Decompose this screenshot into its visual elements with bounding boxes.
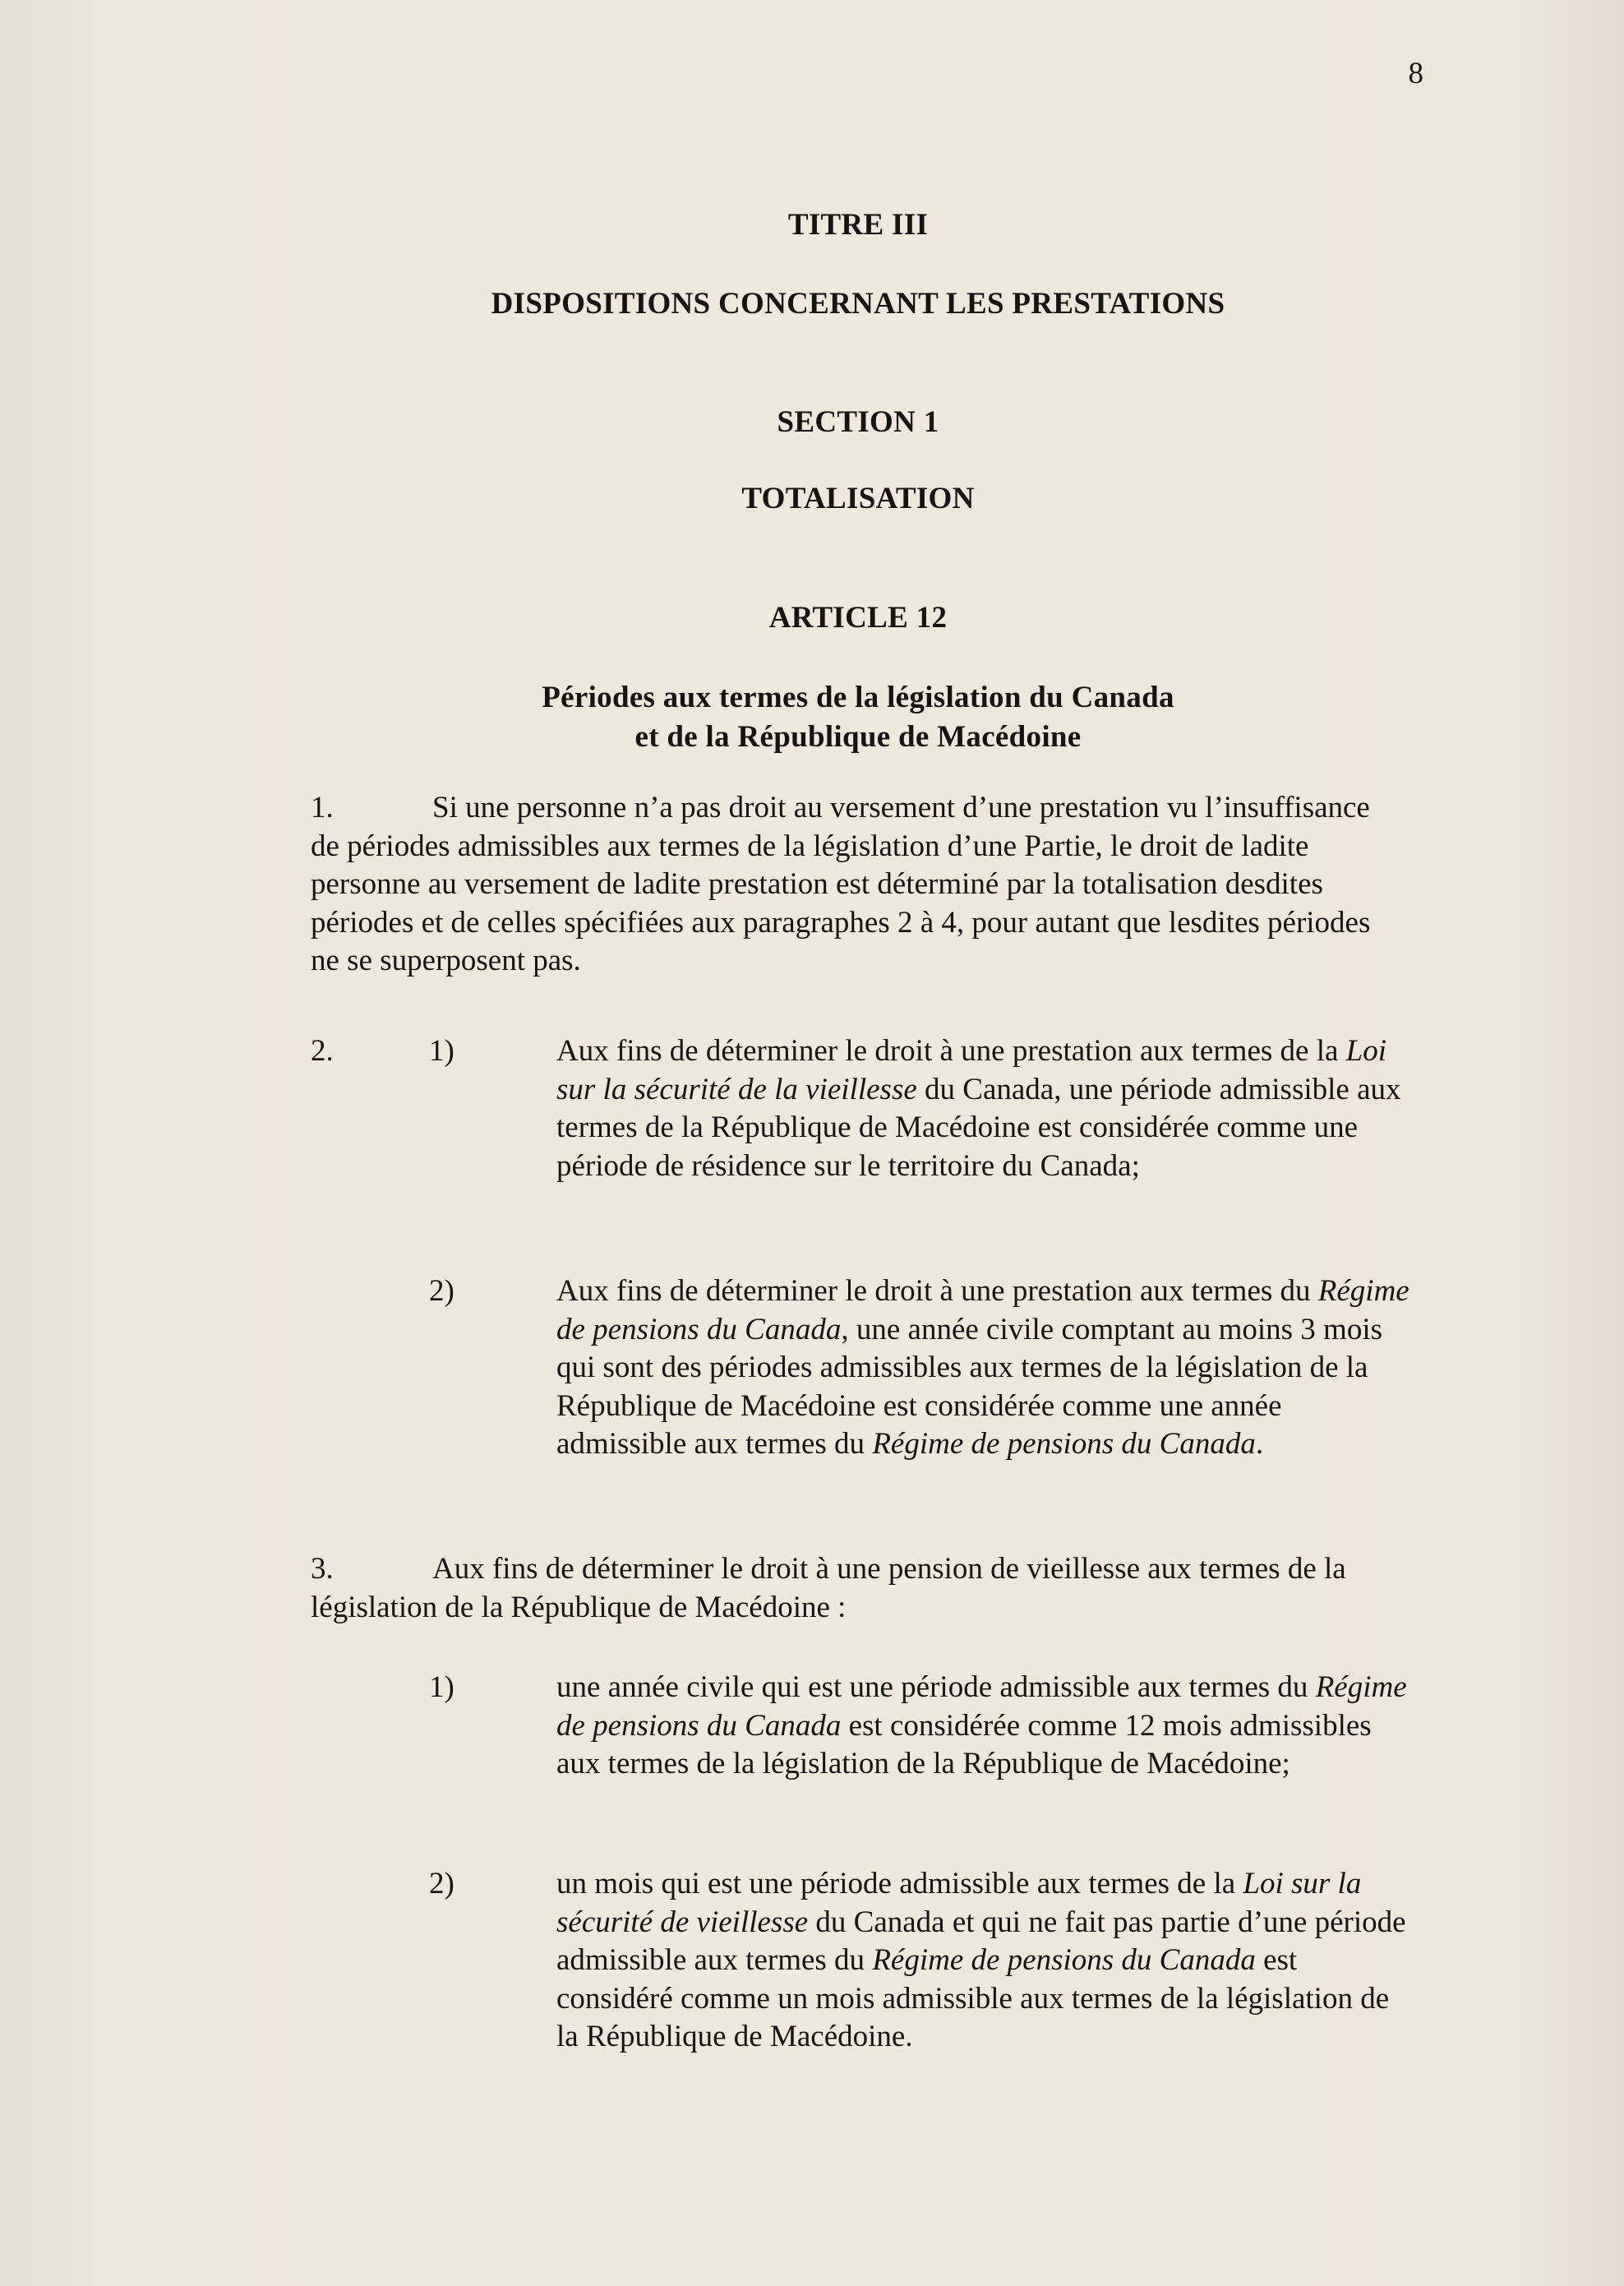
- text-segment: , une année civile comptant au moins 3 mois qui sont des périodes admissibles aux termes de la législation de la République de Macédoine est considérée comme une année admissible aux termes du: [556, 1312, 1383, 1461]
- paragraph-1: [311, 789, 1404, 981]
- text-segment: du Canada et qui ne fait pas partie d’une période admissible aux termes du: [556, 1905, 1406, 1977]
- article-heading: ARTICLE 12: [768, 601, 948, 635]
- paragraph-3-item-2: [556, 1865, 1411, 2057]
- text-segment: une année civile qui est une période admissible aux termes du: [556, 1670, 1316, 1704]
- text-segment: Aux fins de déterminer le droit à une prestation aux termes du: [556, 1274, 1318, 1308]
- paragraph-3-item-1-label: 1): [429, 1670, 454, 1704]
- section-heading: SECTION 1: [777, 405, 939, 439]
- paragraph-3: [311, 1550, 1404, 1627]
- section-title: TOTALISATION: [741, 482, 975, 515]
- paragraph-2-number: 2.: [311, 1034, 334, 1068]
- paragraph-1-text: Si une personne n’a pas droit au versement d’une prestation vu l’insuffisance de périodes admissibles aux termes de la législation d’une Partie, le droit de ladite personne au versement de ladite prestation est déterminé par la totalisation desdites périodes et de celles spécifiées aux paragraphes 2 à 4, pour autant que lesdites périodes ne se superposent pas.: [311, 791, 1371, 977]
- page-number: 8: [1408, 57, 1423, 90]
- law-title: Régime de pensions du Canada: [872, 1943, 1256, 1977]
- law-title: Régime de pensions du Canada: [872, 1427, 1256, 1461]
- paragraph-2-item-1-label: 1): [429, 1034, 454, 1068]
- paragraph-2-item-2: [556, 1272, 1411, 1464]
- law-title: Loi sur la sécurité de vieillesse: [556, 1867, 1362, 1939]
- text-segment: est considéré comme un mois admissible aux termes de la législation de la République de Macédoine.: [556, 1943, 1390, 2053]
- law-title: Régime de pensions du Canada: [556, 1670, 1407, 1743]
- law-title: Loi sur la sécurité de la vieillesse: [556, 1034, 1387, 1106]
- paragraph-3-intro: Aux fins de déterminer le droit à une pension de vieillesse aux termes de la législation de la République de Macédoine :: [311, 1552, 1346, 1624]
- article-title-line-1: Périodes aux termes de la législation du Canada: [542, 681, 1174, 714]
- text-segment: un mois qui est une période admissible aux termes de la: [556, 1867, 1243, 1900]
- text-segment: Aux fins de déterminer le droit à une prestation aux termes de la: [556, 1034, 1346, 1068]
- paragraph-2-item-2-label: 2): [429, 1274, 454, 1308]
- text-segment: du Canada, une période admissible aux termes de la République de Macédoine est considérée comme une période de résidence sur le territoire du Canada;: [556, 1072, 1401, 1183]
- paragraph-2-item-1: [556, 1032, 1411, 1185]
- text-segment: .: [1255, 1427, 1264, 1461]
- paragraph-3-item-2-label: 2): [429, 1867, 454, 1900]
- title-heading: TITRE III: [787, 208, 929, 242]
- article-title-line-2: et de la République de Macédoine: [634, 720, 1082, 754]
- article-title: [46, 678, 1624, 757]
- law-title: Régime de pensions du Canada: [556, 1274, 1409, 1346]
- text-segment: est considérée comme 12 mois admissibles aux termes de la législation de la République de Macédoine;: [556, 1708, 1372, 1780]
- paragraph-3-item-1: [556, 1669, 1411, 1784]
- paragraph-1-number: 1.: [311, 791, 334, 824]
- paragraph-3-number: 3.: [311, 1552, 334, 1586]
- main-heading: DISPOSITIONS CONCERNANT LES PRESTATIONS: [491, 287, 1225, 321]
